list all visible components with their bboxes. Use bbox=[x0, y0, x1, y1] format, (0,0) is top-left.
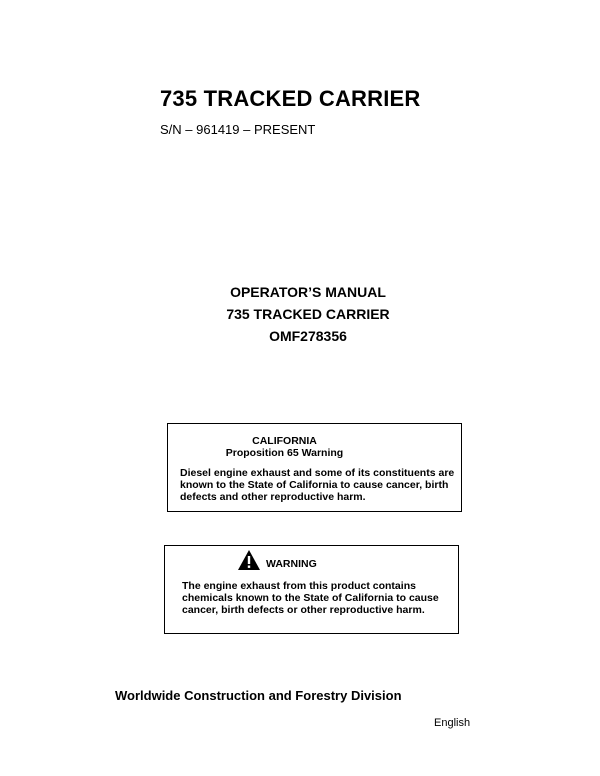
warning-box bbox=[164, 545, 459, 634]
manual-number: OMF278356 bbox=[269, 328, 347, 344]
language-label: English bbox=[434, 717, 471, 729]
california-heading-prop: Proposition 65 Warning bbox=[225, 447, 344, 459]
california-heading bbox=[168, 435, 401, 459]
california-warning-text: Diesel engine exhaust and some of its constituents are known to the State of California to cause cancer, birth defects and other reproductive harm. bbox=[180, 467, 455, 503]
warning-text: The engine exhaust from this product contains chemicals known to the State of California to cause cancer, birth defects or other reproductive harm. bbox=[182, 580, 439, 616]
serial-number-range: S/N – 961419 – PRESENT bbox=[160, 122, 316, 137]
california-prop65-box bbox=[167, 423, 462, 512]
warning-triangle-icon bbox=[237, 549, 261, 571]
document-title: 735 TRACKED CARRIER bbox=[160, 86, 421, 111]
warning-label: WARNING bbox=[266, 558, 317, 570]
division-name: Worldwide Construction and Forestry Division bbox=[115, 688, 402, 703]
manual-product: 735 TRACKED CARRIER bbox=[226, 306, 390, 322]
california-heading-state: CALIFORNIA bbox=[252, 435, 317, 447]
manual-type: OPERATOR’S MANUAL bbox=[230, 284, 386, 300]
